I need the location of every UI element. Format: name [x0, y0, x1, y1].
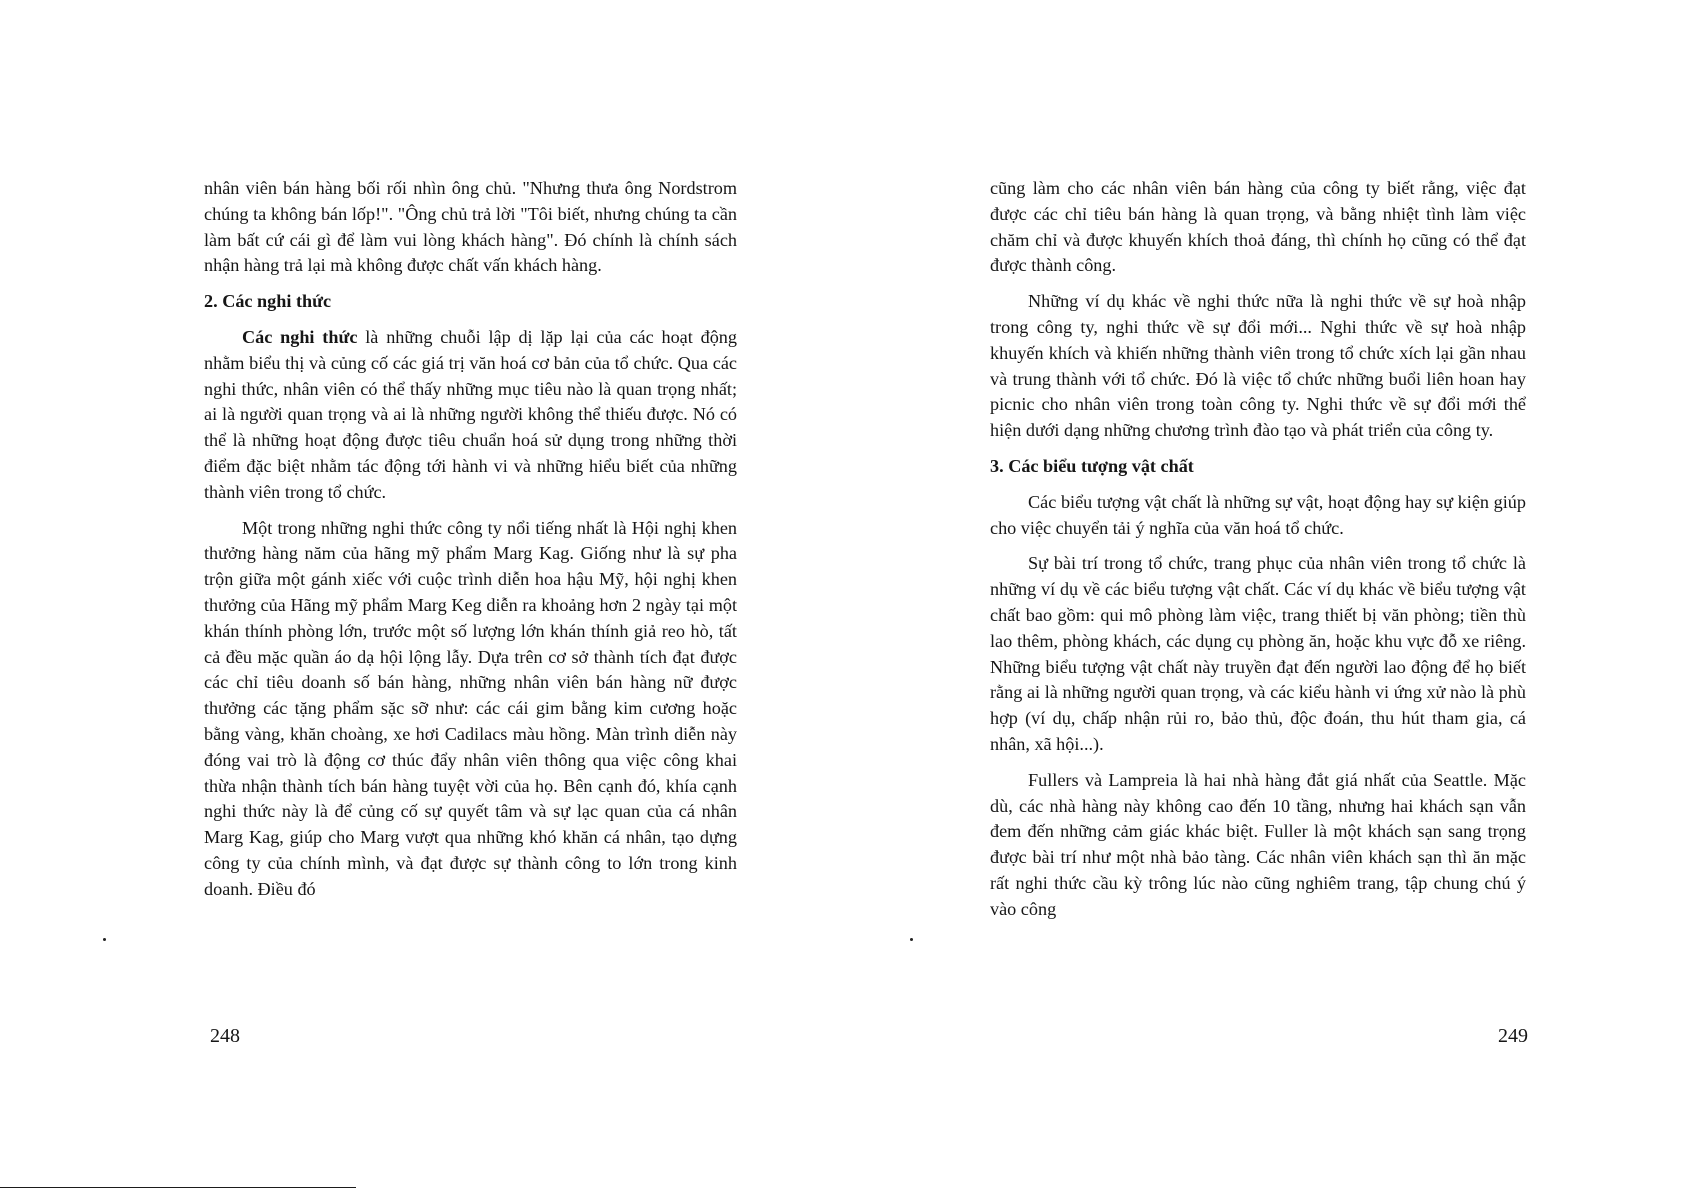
left-paragraph-3: Một trong những nghi thức công ty nổi tiếng nhất là Hội nghị khen thưởng hàng năm của hãng mỹ phẩm Marg Kag. Giống như là sự pha trộn giữa một gánh xiếc với cuộc trình diễn hoa hậu Mỹ, hội nghị khen thưởng của Hãng mỹ phẩm Marg Keg diễn ra khoảng hơn 2 ngày tại một khán thính phòng lớn, trước một số lượng lớn khán thính giả reo hò, tất cả đều mặc quần áo dạ hội lộng lẫy. Dựa trên cơ sở thành tích đạt được các chỉ tiêu doanh số bán hàng, những nhân viên bán hàng nữ được thưởng các tặng phẩm sặc sỡ như: các cái gim bằng kim cương hoặc bằng vàng, khăn choàng, xe hơi Cadilacs màu hồng. Màn trình diễn này đóng vai trò là động cơ thúc đẩy nhân viên thông qua việc công khai thừa nhận thành tích bán hàng tuyệt vời của họ. Bên cạnh đó, khía cạnh nghi thức này là để củng cố sự quyết tâm và sự lạc quan của cá nhân Marg Kag, giúp cho Marg vượt qua những khó khăn cá nhân, tạo dựng công ty của chính mình, và đạt được sự thành công to lớn trong kinh doanh. Điều đó [204, 517, 737, 899]
left-paragraph-2-bold-term: Các nghi thức [242, 326, 358, 347]
left-page [0, 0, 842, 1191]
left-paragraph-2 [204, 325, 737, 506]
right-paragraph-5: Fullers và Lampreia là hai nhà hàng đắt giá nhất của Seattle. Mặc dù, các nhà hàng này không cao đến 10 tầng, nhưng hai khách sạn vẫn đem đến những cảm giác khác biệt. Fuller là một khách sạn sang trọng được bài trí như một nhà bảo tàng. Các nhân viên khách sạn thì ăn mặc rất nghi thức cầu kỳ trông lúc nào cũng nghiêm trang, tập chung chú ý vào công [990, 769, 1526, 919]
scan-speck [910, 938, 913, 941]
right-page-number: 249 [1498, 1025, 1528, 1047]
left-page-number: 248 [210, 1025, 240, 1047]
left-page-text [204, 176, 737, 913]
left-section-heading: 2. Các nghi thức [204, 291, 332, 312]
scan-edge-line [0, 1187, 356, 1188]
right-section-heading: 3. Các biểu tượng vật chất [990, 455, 1194, 476]
right-page-text [990, 176, 1526, 933]
left-paragraph-2-body: là những chuỗi lập dị lặp lại của các hoạt động nhằm biểu thị và củng cố các giá trị văn hoá cơ bản của tổ chức. Qua các nghi thức, nhân viên có thể thấy những mục tiêu nào là quan trọng nhất; ai là người quan trọng và ai là những người không thể thiếu được. Nó có thể là những hoạt động được tiêu chuẩn hoá sử dụng trong những thời điểm đặc biệt nhằm tác động tới hành vi và những hiểu biết của những thành viên trong tổ chức. [204, 326, 737, 502]
right-paragraph-2: Những ví dụ khác về nghi thức nữa là nghi thức về sự hoà nhập trong công ty, nghi thức về sự đổi mới... Nghi thức về sự hoà nhập khuyến khích và khiến những thành viên trong tổ chức xích lại gần nhau và trung thành với tổ chức. Đó là việc tổ chức những buổi liên hoan hay picnic cho nhân viên trong toàn công ty. Nghi thức về sự đổi mới thể hiện dưới dạng những chương trình đào tạo và phát triển của công ty. [990, 291, 1526, 441]
right-page [842, 0, 1685, 1191]
right-paragraph-4: Sự bài trí trong tổ chức, trang phục của nhân viên trong tổ chức là những ví dụ về các biểu tượng vật chất. Các ví dụ khác về biểu tượng vật chất bao gồm: qui mô phòng làm việc, trang thiết bị văn phòng; tiền thù lao thêm, phòng khách, các dụng cụ phòng ăn, hoặc khu vực đỗ xe riêng. Những biểu tượng vật chất này truyền đạt đến người lao động để họ biết rằng ai là những người quan trọng, và các kiểu hành vi ứng xử nào là phù hợp (ví dụ, chấp nhận rủi ro, bảo thủ, độc đoán, thu hút tham gia, cá nhân, xã hội...). [990, 553, 1526, 754]
scan-speck [103, 938, 106, 941]
right-paragraph-1: cũng làm cho các nhân viên bán hàng của công ty biết rằng, việc đạt được các chỉ tiêu bán hàng là quan trọng, và bằng nhiệt tình làm việc chăm chỉ và được khuyến khích thoả đáng, thì chính họ cũng có thể đạt được thành công. [990, 178, 1526, 276]
left-paragraph-1: nhân viên bán hàng bối rối nhìn ông chủ. "Nhưng thưa ông Nordstrom chúng ta không bán lốp!". "Ông chủ trả lời "Tôi biết, nhưng chúng ta cần làm bất cứ cái gì để làm vui lòng khách hàng". Đó chính là chính sách nhận hàng trả lại mà không được chất vấn khách hàng. [204, 178, 737, 276]
right-paragraph-3: Các biểu tượng vật chất là những sự vật, hoạt động hay sự kiện giúp cho việc chuyển tải ý nghĩa của văn hoá tổ chức. [990, 491, 1526, 538]
